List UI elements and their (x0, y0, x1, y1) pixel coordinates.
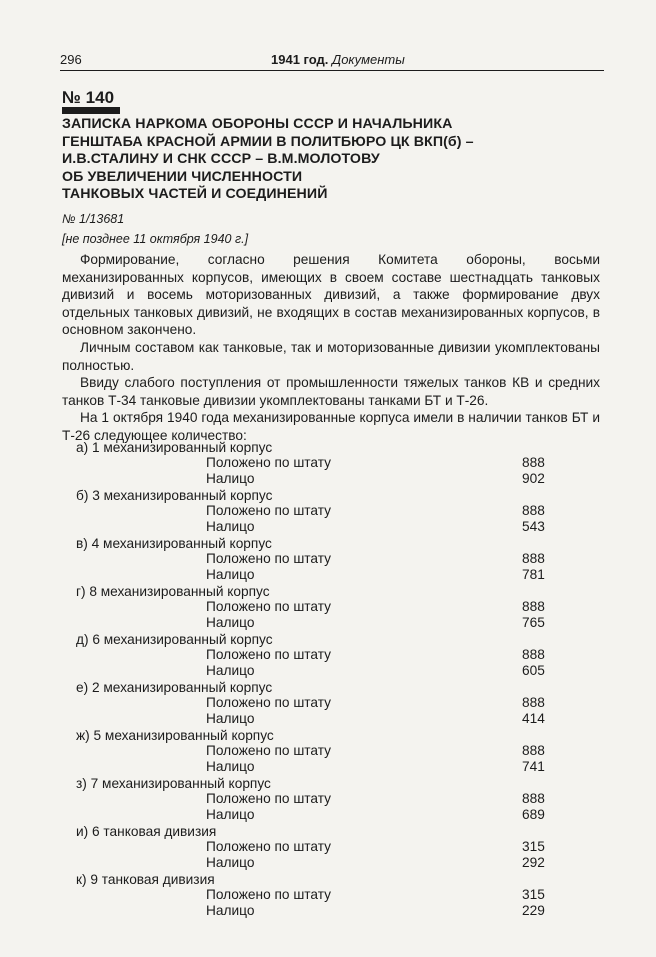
staff-value: 888 (522, 455, 545, 470)
staff-value: 888 (522, 503, 545, 518)
staff-value: 888 (522, 743, 545, 758)
paragraph: Ввиду слабого поступления от промышленности тяжелых танков КВ и средних танков Т-34 танковые дивизии укомплектованы танками БТ и Т-26. (62, 375, 600, 408)
staff-label: Положено по штату (206, 647, 331, 662)
running-title (271, 52, 405, 67)
title-line: ГЕНШТАБА КРАСНОЙ АРМИИ В ПОЛИТБЮРО ЦК ВКП(б) – (62, 133, 474, 150)
unit-entry (76, 632, 556, 680)
unit-entry (76, 872, 556, 920)
staff-value: 888 (522, 599, 545, 614)
title-line: ЗАПИСКА НАРКОМА ОБОРОНЫ СССР И НАЧАЛЬНИКА (62, 116, 453, 132)
unit-entry (76, 680, 556, 728)
present-value: 543 (522, 519, 545, 534)
present-value: 902 (522, 471, 545, 486)
staff-label: Положено по штату (206, 455, 331, 470)
present-value: 781 (522, 567, 545, 582)
document-number: № 140 (62, 88, 115, 107)
unit-name: е) 2 механизированный корпус (76, 680, 273, 695)
present-value: 414 (522, 711, 545, 726)
paragraph: На 1 октября 1940 года механизированные корпуса имели в наличии танков БТ и Т-26 следующее количество: (62, 410, 600, 443)
unit-entry (76, 488, 556, 536)
unit-name: з) 7 механизированный корпус (76, 776, 271, 791)
present-label: Налицо (206, 807, 255, 822)
present-label: Налицо (206, 567, 255, 582)
paragraph: Личным составом как танковые, так и моторизованные дивизии укомплектованы полностью. (62, 339, 600, 373)
running-year: 1941 год. (271, 52, 329, 67)
staff-label: Положено по штату (206, 551, 331, 566)
present-value: 765 (522, 615, 545, 630)
unit-name: и) 6 танковая дивизия (76, 824, 217, 839)
staff-value: 888 (522, 551, 545, 566)
unit-entry (76, 536, 556, 584)
page-header (60, 52, 604, 72)
unit-entry (76, 728, 556, 776)
present-label: Налицо (206, 903, 255, 918)
staff-label: Положено по штату (206, 887, 331, 902)
title-line: ТАНКОВЫХ ЧАСТЕЙ И СОЕДИНЕНИЙ (62, 186, 328, 203)
unit-name: к) 9 танковая дивизия (76, 872, 215, 887)
present-label: Налицо (206, 471, 255, 486)
document-body (62, 251, 600, 445)
staff-label: Положено по штату (206, 839, 331, 854)
unit-entry (76, 776, 556, 824)
staff-label: Положено по штату (206, 695, 331, 710)
present-label: Налицо (206, 663, 255, 678)
unit-name: а) 1 механизированный корпус (76, 440, 273, 455)
staff-value: 888 (522, 791, 545, 806)
staff-value: 315 (522, 839, 545, 854)
staff-label: Положено по штату (206, 599, 331, 614)
paragraph: Формирование, согласно решения Комитета обороны, восьми механизированных корпусов, имеющих в своем составе шестнадцать танковых дивизий и восемь моторизованных дивизий, а также формирование двух отдельных танковых дивизий, не входящих в состав механизированных корпусов, в основном закончено. (62, 252, 600, 338)
page-number: 296 (60, 52, 82, 67)
staff-label: Положено по штату (206, 743, 331, 758)
present-label: Налицо (206, 711, 255, 726)
unit-entry (76, 584, 556, 632)
unit-name: г) 8 механизированный корпус (76, 584, 270, 599)
running-section: Документы (332, 52, 405, 67)
document-date: [не позднее 11 октября 1940 г.] (62, 232, 249, 246)
present-value: 689 (522, 807, 545, 822)
unit-name: д) 6 механизированный корпус (76, 632, 273, 647)
staff-label: Положено по штату (206, 503, 331, 518)
title-line: И.В.СТАЛИНУ И СНК СССР – В.М.МОЛОТОВУ (62, 151, 380, 168)
title-line: ОБ УВЕЛИЧЕНИИ ЧИСЛЕННОСТИ (62, 168, 303, 185)
header-rule (60, 70, 604, 71)
unit-name: в) 4 механизированный корпус (76, 536, 272, 551)
staff-label: Положено по штату (206, 791, 331, 806)
staff-value: 315 (522, 887, 545, 902)
staff-value: 888 (522, 695, 545, 710)
unit-name: б) 3 механизированный корпус (76, 488, 273, 503)
present-label: Налицо (206, 615, 255, 630)
present-value: 292 (522, 855, 545, 870)
present-label: Налицо (206, 855, 255, 870)
staff-value: 888 (522, 647, 545, 662)
present-label: Налицо (206, 759, 255, 774)
document-title (62, 116, 562, 204)
present-value: 605 (522, 663, 545, 678)
present-value: 229 (522, 903, 545, 918)
unit-name: ж) 5 механизированный корпус (76, 728, 274, 743)
present-label: Налицо (206, 519, 255, 534)
document-number-bar (62, 107, 120, 114)
document-reference: № 1/13681 (62, 212, 125, 226)
unit-entry (76, 440, 556, 488)
units-list (76, 440, 556, 920)
present-value: 741 (522, 759, 545, 774)
unit-entry (76, 824, 556, 872)
